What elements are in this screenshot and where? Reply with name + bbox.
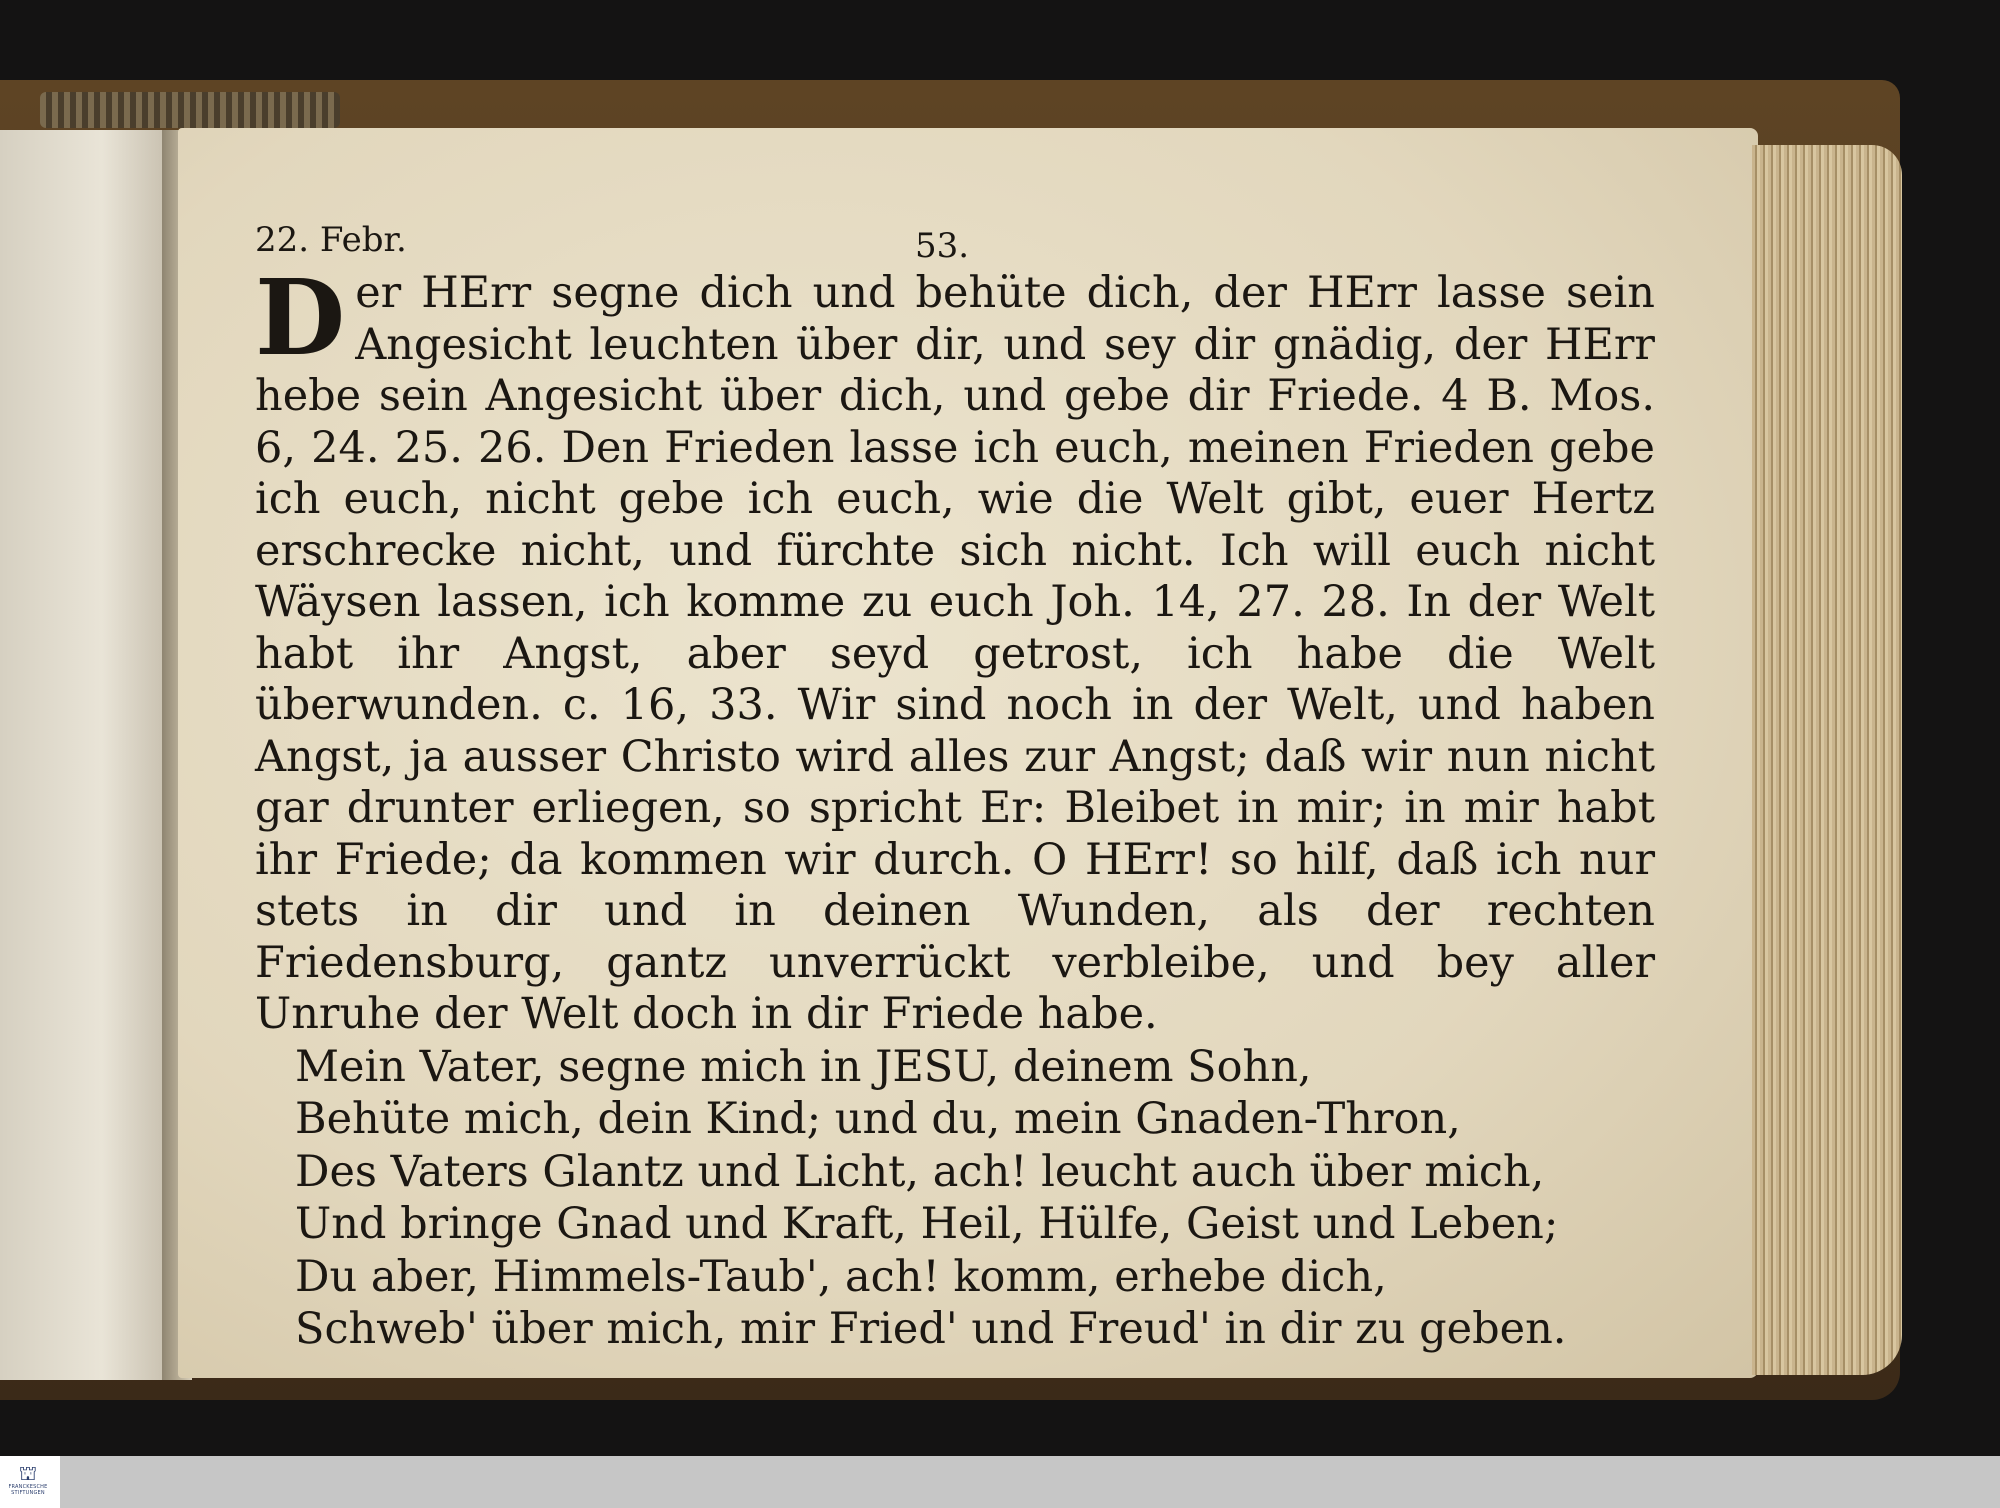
hymn-verse bbox=[295, 1041, 1655, 1356]
page-date: 22. Febr. bbox=[255, 220, 407, 260]
logo-text-line1: FRANCKESCHE bbox=[8, 1484, 48, 1490]
viewer-footer-bar bbox=[0, 1456, 2000, 1508]
drop-cap-initial: D bbox=[255, 256, 346, 379]
building-icon: ⛫ bbox=[18, 1461, 38, 1485]
book-headband bbox=[40, 92, 340, 128]
devotional-text bbox=[255, 256, 1655, 1041]
logo-text-line2: STIFTUNGEN bbox=[11, 1490, 45, 1496]
verse-line: Schweb' über mich, mir Fried' und Freud' in dir zu geben. bbox=[295, 1304, 1567, 1354]
left-page bbox=[0, 130, 170, 1380]
page-content bbox=[255, 220, 1655, 1356]
page-number: 53. bbox=[915, 226, 970, 266]
institution-logo[interactable] bbox=[6, 1462, 50, 1502]
verse-line: Behüte mich, dein Kind; und du, mein Gnaden-Thron, bbox=[295, 1094, 1461, 1144]
verse-line: Mein Vater, segne mich in JESU, deinem Sohn, bbox=[295, 1041, 1312, 1092]
page-edges bbox=[1752, 145, 1902, 1375]
verse-line: Des Vaters Glantz und Licht, ach! leucht auch über mich, bbox=[295, 1146, 1545, 1197]
verse-line: Und bringe Gnad und Kraft, Heil, Hülfe, Geist und Leben; bbox=[295, 1199, 1559, 1249]
verse-line: Du aber, Himmels-Taub', ach! komm, erhebe dich, bbox=[295, 1251, 1387, 1302]
devotional-body: er HErr segne dich und behüte dich, der HErr lasse sein Angesicht leuchten über dir, und sey dir gnädig, der HErr hebe sein Angesicht über dich, und gebe dir Friede. 4 B. Mos. 6, 24. 25. 26. Den Frieden lasse ich euch, meinen Frieden gebe ich euch, nicht gebe ich euch, wie die Welt gibt, euer Hertz erschrecke nicht, und fürchte sich nicht. Ich will euch nicht Wäysen lassen, ich komme zu euch Joh. 14, 27. 28. In der Welt habt ihr Angst, aber seyd getrost, ich habe die Welt überwunden. c. 16, 33. Wir sind noch in der Welt, und haben Angst, ja ausser Christo wird alles zur Angst; daß wir nun nicht gar drunter erliegen, so spricht Er: Bleibet in mir; in mir habt ihr Friede; da kommen wir durch. O HErr! so hilf, daß ich nur stets in dir und in deinen Wunden, als der rechten Friedensburg, gantz unverrückt verbleibe, und bey aller Unruhe der Welt doch in dir Friede habe. bbox=[255, 268, 1655, 1039]
page-header bbox=[255, 220, 1655, 268]
